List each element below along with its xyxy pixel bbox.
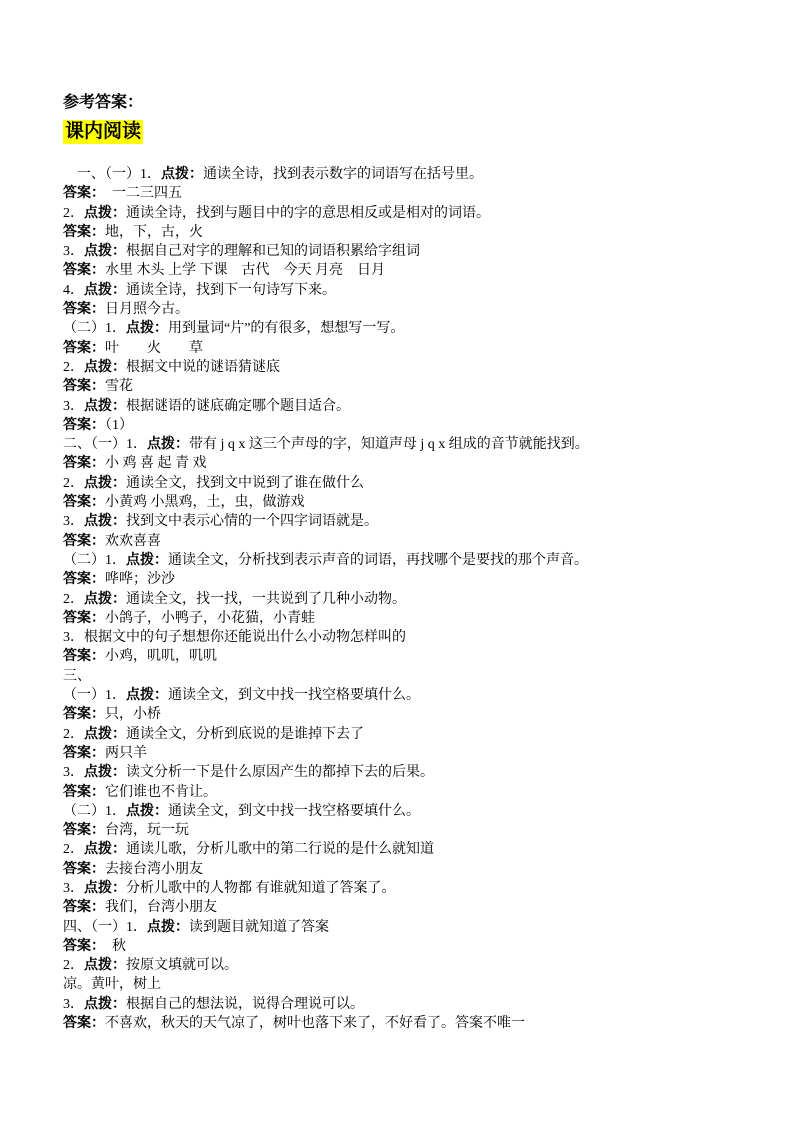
answer-line — [63, 783, 738, 802]
line-text: 通读全诗，找到与题目中的字的意思相反或是相对的词语。 — [126, 205, 490, 221]
line-label: 答案： — [63, 533, 105, 549]
line-text: 台湾，玩一玩 — [105, 823, 189, 839]
line-label: 答案： — [63, 649, 105, 665]
line-label: 点拨： — [84, 359, 126, 375]
answer-line — [63, 898, 738, 917]
line-prefix: 4． — [63, 282, 84, 298]
answer-line — [63, 184, 738, 203]
line-label: 答案： — [63, 456, 105, 472]
line-text: 通读全诗，找到下一句诗写下来。 — [126, 282, 336, 298]
line-label: 点拨： — [84, 958, 126, 974]
line-text: 小鸡，叽叽，叽叽 — [105, 649, 217, 665]
line-text: 我们，台湾小朋友 — [105, 900, 217, 916]
line-prefix: 3． — [63, 880, 84, 896]
line-label: 答案： — [63, 823, 105, 839]
answer-line — [63, 609, 738, 628]
line-label: 点拨： — [84, 842, 126, 858]
answer-line — [63, 493, 738, 512]
line-prefix: 四、（一）1． — [63, 919, 147, 935]
line-text: 根据自己的想法说，说得合理说可以。 — [126, 996, 364, 1012]
line-text: 根据自己对字的理解和已知的词语积累给字组词 — [126, 244, 420, 260]
answer-line — [63, 377, 738, 396]
answer-line — [63, 165, 738, 184]
answer-line — [63, 705, 738, 724]
line-prefix: （二）1． — [63, 552, 126, 568]
line-label: 点拨： — [126, 688, 168, 704]
line-text: 通读全文，分析到底说的是谁掉下去了 — [126, 726, 364, 742]
line-text: 找到文中表示心情的一个四字词语就是。 — [126, 514, 378, 530]
line-text: 通读全文，找到文中说到了谁在做什么 — [126, 475, 364, 491]
line-text: 雪花 — [105, 379, 133, 395]
line-prefix: 3． — [63, 996, 84, 1012]
line-label: 答案： — [63, 263, 105, 279]
line-text: 根据谜语的谜底确定哪个题目适合。 — [126, 398, 350, 414]
line-text: 读文分析一下是什么原因产生的都掉下去的后果。 — [126, 765, 434, 781]
answer-line — [63, 300, 738, 319]
line-prefix: 一、（一）1． — [63, 167, 161, 182]
answer-line — [63, 281, 738, 300]
line-text: 哗哗；沙沙 — [105, 572, 175, 588]
answer-line — [63, 242, 738, 261]
section-heading-highlighted: 课内阅读 — [65, 121, 142, 142]
answer-line — [63, 918, 738, 937]
line-prefix: （二）1． — [63, 803, 126, 819]
line-text: 两只羊 — [105, 745, 147, 761]
answer-line — [63, 223, 738, 242]
line-text: 通读全文，到文中找一找空格要填什么。 — [168, 803, 420, 819]
line-prefix: 二、（一）1． — [63, 437, 147, 453]
line-prefix: 3． — [63, 514, 84, 530]
answer-line — [63, 647, 738, 666]
line-text: 通读儿歌，分析儿歌中的第二行说的是什么就知道 — [126, 842, 434, 858]
answer-line — [63, 667, 738, 686]
line-prefix: 2． — [63, 958, 84, 974]
answer-line — [63, 686, 738, 705]
line-label: 答案： — [63, 379, 105, 395]
line-text: 根据文中说的谜语猜谜底 — [126, 359, 280, 375]
line-label: 点拨： — [84, 244, 126, 260]
line-label: 答案： — [63, 572, 105, 588]
answer-line — [63, 551, 738, 570]
answer-line — [63, 879, 738, 898]
line-text: 凉。黄叶，树上 — [63, 977, 161, 993]
line-prefix: （二）1． — [63, 321, 126, 337]
answer-line — [63, 397, 738, 416]
line-label: 答案： — [63, 417, 105, 433]
line-text: 日月照今古。 — [105, 302, 189, 318]
line-text: 地，下，古，火 — [105, 224, 203, 240]
answer-line — [63, 204, 738, 223]
line-label: 点拨： — [84, 398, 126, 414]
line-prefix: 3． — [63, 398, 84, 414]
answer-line — [63, 956, 738, 975]
line-label: 答案： — [63, 938, 98, 954]
line-prefix: 3． — [63, 630, 84, 646]
line-text: 通读全文，到文中找一找空格要填什么。 — [168, 688, 420, 704]
answer-line — [63, 860, 738, 879]
line-text: 根据文中的句子想想你还能说出什么小动物怎样叫的 — [84, 630, 406, 646]
line-label: 点拨： — [84, 475, 126, 491]
doc-title: 参考答案： — [63, 94, 144, 111]
answer-line — [63, 802, 738, 821]
answer-line — [63, 628, 738, 647]
line-label: 点拨： — [84, 282, 126, 298]
answer-line — [63, 512, 738, 531]
line-prefix: 3． — [63, 244, 84, 260]
answer-line — [63, 840, 738, 859]
line-label: 点拨： — [161, 167, 203, 182]
answer-line — [63, 995, 738, 1014]
line-prefix: 2． — [63, 726, 84, 742]
answer-line — [63, 763, 738, 782]
line-prefix: 2． — [63, 475, 84, 491]
answer-line — [63, 590, 738, 609]
answer-line — [63, 744, 738, 763]
line-prefix: 3． — [63, 765, 84, 781]
line-text: 通读全诗，找到表示数字的词语写在括号里。 — [203, 167, 483, 182]
line-label: 答案： — [63, 302, 105, 318]
line-label: 点拨： — [84, 514, 126, 530]
line-label: 点拨： — [147, 919, 189, 935]
answer-line — [63, 358, 738, 377]
line-text: 带有 j q x 这三个声母的字，知道声母 j q x 组成的音节就能找到。 — [189, 437, 589, 453]
line-text: 用到量词“片”的有很多，想想写一写。 — [168, 321, 405, 337]
line-label: 点拨： — [84, 880, 126, 896]
answer-line — [63, 339, 738, 358]
line-text: 分析儿歌中的人物都 有谁就知道了答案了。 — [126, 880, 396, 896]
answer-line — [63, 975, 738, 994]
line-label: 点拨： — [84, 205, 126, 221]
section-heading-wrap — [63, 120, 738, 146]
line-label: 点拨： — [126, 552, 168, 568]
line-label: 答案： — [63, 861, 105, 877]
line-label: 点拨： — [126, 321, 168, 337]
line-prefix: 2． — [63, 359, 84, 375]
line-text: 小黄鸡 小黑鸡，土，虫，做游戏 — [105, 495, 305, 511]
answer-line — [63, 725, 738, 744]
line-text: 通读全文，分析找到表示声音的词语，再找哪个是要找的那个声音。 — [168, 552, 588, 568]
line-prefix: 2． — [63, 591, 84, 607]
line-text: 一二三四五 — [98, 186, 182, 202]
line-text: （1） — [105, 417, 133, 433]
line-label: 点拨： — [84, 996, 126, 1012]
line-text: 不喜欢，秋天的天气凉了，树叶也落下来了，不好看了。答案不唯一 — [105, 1016, 525, 1032]
line-text: 水里 木头 上学 下课 古代 今天 月亮 日月 — [105, 263, 385, 279]
line-label: 答案： — [63, 900, 105, 916]
line-text: 通读全文，找一找，一共说到了几种小动物。 — [126, 591, 406, 607]
answer-line — [63, 937, 738, 956]
line-prefix: 三、 — [63, 668, 91, 684]
answer-line — [63, 435, 738, 454]
line-label: 答案： — [63, 224, 105, 240]
answers-list — [63, 165, 738, 1033]
line-text: 欢欢喜喜 — [105, 533, 161, 549]
line-label: 答案： — [63, 745, 105, 761]
line-text: 按原文填就可以。 — [126, 958, 238, 974]
line-text: 去接台湾小朋友 — [105, 861, 203, 877]
answer-line — [63, 474, 738, 493]
line-label: 点拨： — [126, 803, 168, 819]
line-label: 点拨： — [84, 765, 126, 781]
answer-line — [63, 416, 738, 435]
line-prefix: 2． — [63, 205, 84, 221]
line-text: 只，小桥 — [105, 707, 161, 723]
answer-line — [63, 570, 738, 589]
line-label: 答案： — [63, 784, 105, 800]
answer-line — [63, 319, 738, 338]
line-label: 答案： — [63, 495, 105, 511]
answer-line — [63, 821, 738, 840]
line-text: 它们谁也不肯让。 — [105, 784, 217, 800]
answer-line — [63, 1014, 738, 1033]
line-label: 点拨： — [147, 437, 189, 453]
line-label: 答案： — [63, 340, 105, 356]
line-text: 小鸽子，小鸭子，小花猫，小青蛙 — [105, 610, 315, 626]
line-prefix: 2． — [63, 842, 84, 858]
line-prefix: （一）1． — [63, 688, 126, 704]
line-label: 答案： — [63, 610, 105, 626]
line-label: 点拨： — [84, 726, 126, 742]
line-label: 点拨： — [84, 591, 126, 607]
line-text: 叶 火 草 — [105, 340, 203, 356]
line-label: 答案： — [63, 707, 105, 723]
line-label: 答案： — [63, 186, 98, 202]
line-text: 小 鸡 喜 起 青 戏 — [105, 456, 207, 472]
line-text: 读到题目就知道了答案 — [189, 919, 329, 935]
answer-line — [63, 532, 738, 551]
line-label: 答案： — [63, 1016, 105, 1032]
line-text: 秋 — [98, 938, 126, 954]
answer-line — [63, 261, 738, 280]
answer-line — [63, 454, 738, 473]
